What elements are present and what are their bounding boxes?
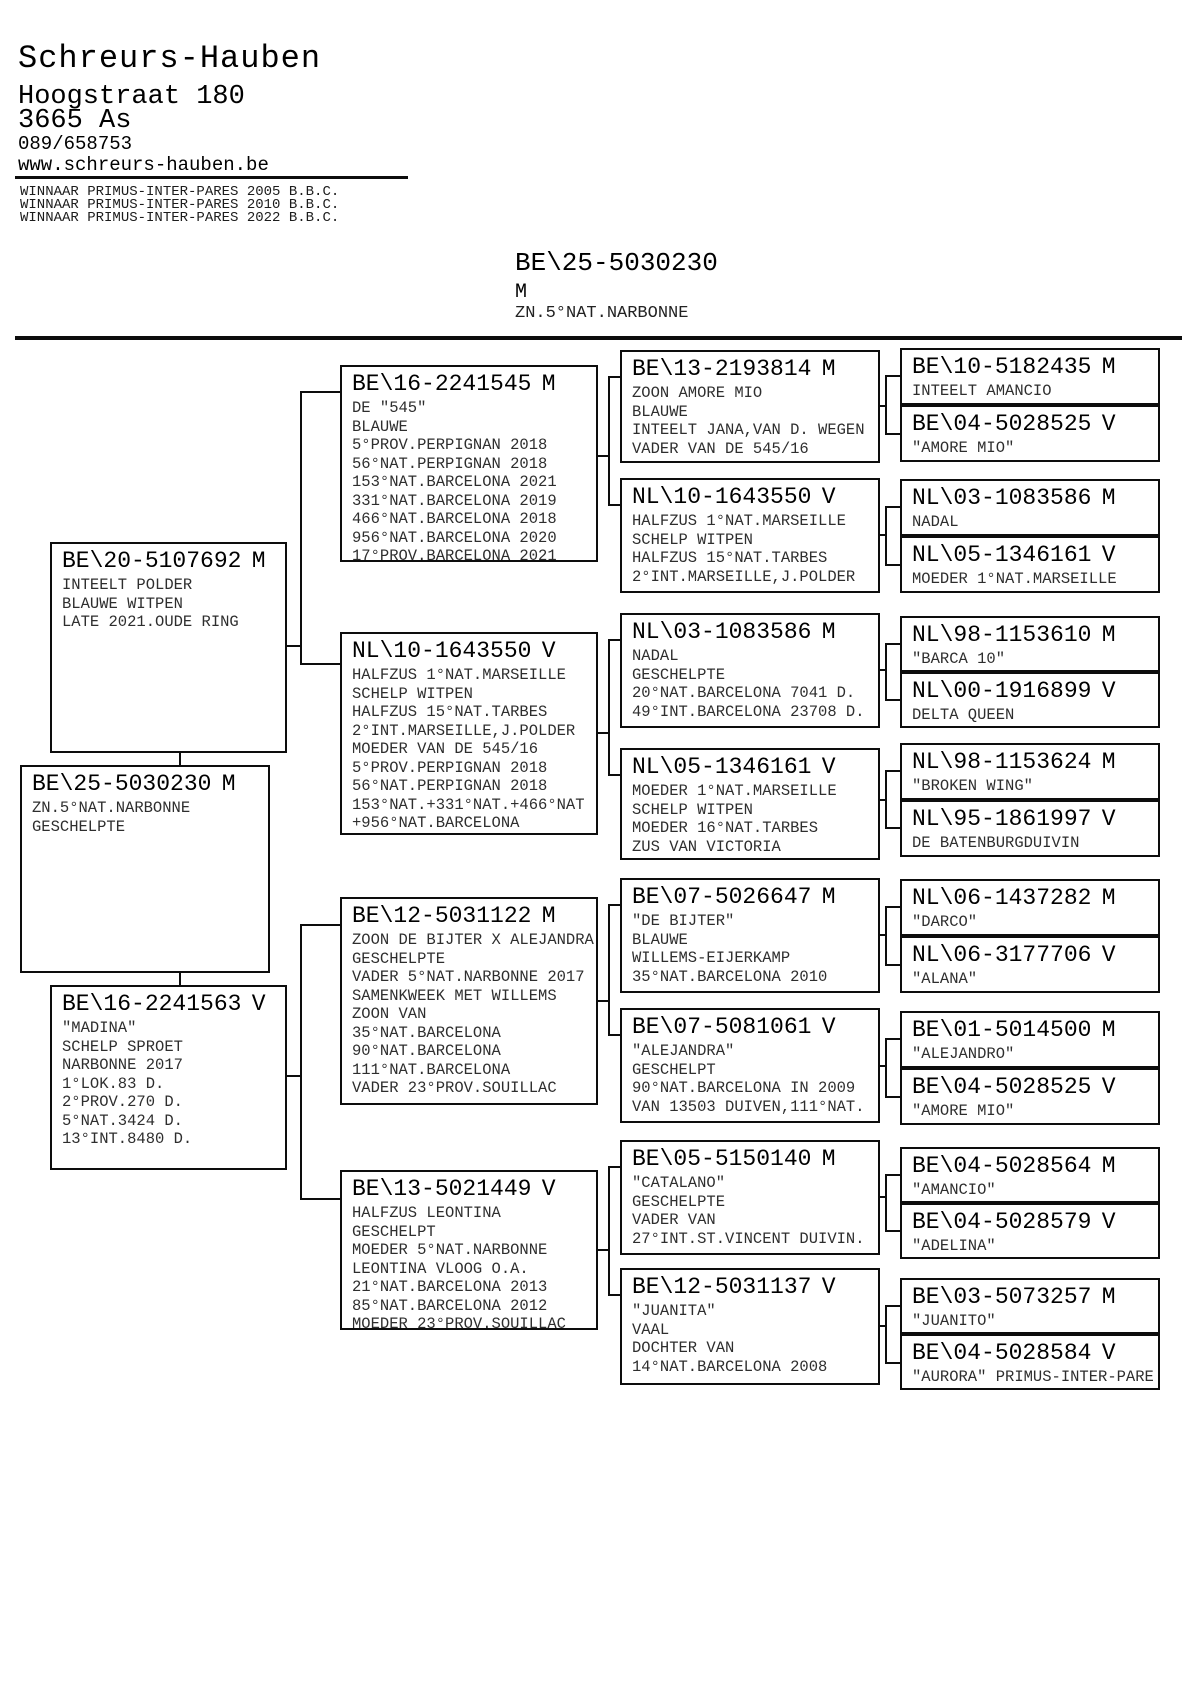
ring-number: BE\13-5021449 V (352, 1176, 556, 1202)
pedigree-box-gen3-5 (620, 878, 880, 993)
ring-number: BE\01-5014500 M (912, 1017, 1116, 1043)
pedigree-detail-line: ZOON DE BIJTER X ALEJANDRA (352, 931, 594, 949)
pedigree-detail-line: 331°NAT.BARCELONA 2019 (352, 491, 557, 510)
connector-line (608, 1166, 610, 1296)
connector-line (885, 1230, 902, 1232)
sex-code: V (541, 1176, 556, 1202)
pedigree-detail-line: "DE BIJTER" (632, 912, 735, 930)
pedigree-detail-line: 85°NAT.BARCELONA 2012 (352, 1296, 548, 1315)
pedigree-detail-line: DE BATENBURGDUIVIN (912, 834, 1080, 852)
connector-line (885, 1174, 902, 1176)
subject-sex: M (515, 281, 528, 304)
connector-line (885, 699, 902, 701)
pedigree-detail-line: 90°NAT.BARCELONA (352, 1042, 501, 1060)
connector-line (885, 827, 902, 829)
connector-line (885, 1305, 887, 1364)
breeder-name: Schreurs-Hauben (18, 40, 322, 77)
ring-number: NL\05-1346161 V (912, 542, 1116, 568)
pedigree-box-gen2-3 (340, 897, 598, 1105)
pedigree-detail-line: 2°INT.MARSEILLE,J.POLDER (632, 567, 856, 586)
pedigree-detail-line: BLAUWE (632, 930, 688, 949)
achievement-line-1: WINNAAR PRIMUS-INTER-PARES 2005 B.B.C. (20, 184, 340, 200)
pedigree-detail-line: DOCHTER VAN (632, 1339, 735, 1357)
connector-line (885, 433, 902, 435)
pedigree-detail-line: 13°INT.8480 D. (62, 1130, 193, 1148)
connector-line (885, 770, 887, 829)
pedigree-detail-line: GESCHELPTE (632, 1192, 726, 1211)
pedigree-box-gen4-9 (900, 879, 1160, 936)
pedigree-box-gen3-4 (620, 748, 880, 860)
pedigree-detail-line: SCHELP SPROET (62, 1037, 183, 1056)
pedigree-box-gen3-2 (620, 478, 880, 593)
ring-number: NL\98-1153610 M (912, 622, 1116, 648)
ring-number: BE\12-5031122 M (352, 903, 556, 929)
ring-number: BE\07-5026647 M (632, 884, 836, 910)
pedigree-detail-line: MOEDER 5°NAT.NARBONNE (352, 1241, 548, 1259)
pedigree-detail-line: +956°NAT.BARCELONA (352, 814, 520, 832)
sex-code: V (1101, 678, 1116, 704)
pedigree-detail-line: 5°NAT.3424 D. (62, 1111, 183, 1130)
pedigree-detail-line: VADER 5°NAT.NARBONNE 2017 (352, 968, 585, 986)
sex-code: M (821, 1146, 836, 1172)
connector-line (300, 663, 342, 665)
pedigree-box-gen4-5 (900, 616, 1160, 672)
connector-line (885, 1174, 887, 1232)
pedigree-box-gen4-1 (900, 348, 1160, 405)
pedigree-detail-line: 56°NAT.PERPIGNAN 2018 (352, 777, 548, 795)
sex-code: M (1101, 1017, 1116, 1043)
pedigree-box-father (50, 542, 287, 753)
pedigree-detail-line: MOEDER 23°PROV.SOUILLAC (352, 1315, 566, 1330)
pedigree-detail-line: 35°NAT.BARCELONA (352, 1023, 501, 1042)
pedigree-detail-line: GESCHELPT (632, 1060, 716, 1079)
sex-code: M (1101, 485, 1116, 511)
sex-code: M (821, 356, 836, 382)
pedigree-detail-line: DE "545" (352, 399, 427, 417)
ring-number: BE\16-2241563 V (62, 991, 266, 1017)
pedigree-box-gen2-1 (340, 365, 598, 562)
sex-code: M (1101, 1284, 1116, 1310)
pedigree-detail-line: SCHELP WITPEN (632, 530, 753, 549)
pedigree-detail-line: VAN 13503 DUIVEN,111°NAT. (632, 1097, 865, 1116)
sex-code: M (1101, 622, 1116, 648)
pedigree-detail-line: GESCHELPTE (352, 949, 446, 968)
ring-number: BE\13-2193814 M (632, 356, 836, 382)
ring-number: NL\95-1861997 V (912, 806, 1116, 832)
pedigree-detail-line: HALFZUS LEONTINA (352, 1204, 501, 1222)
ring-number: BE\10-5182435 M (912, 354, 1116, 380)
sex-code: V (821, 754, 836, 780)
pedigree-detail-line: ZN.5°NAT.NARBONNE (32, 799, 191, 817)
pedigree-detail-line: 90°NAT.BARCELONA IN 2009 (632, 1079, 856, 1097)
pedigree-detail-line: SCHELP WITPEN (352, 684, 473, 703)
connector-line (885, 1038, 902, 1040)
ring-number: NL\98-1153624 M (912, 749, 1116, 775)
pedigree-detail-line: SAMENKWEEK MET WILLEMS (352, 986, 557, 1005)
pedigree-box-gen2-2 (340, 632, 598, 835)
pedigree-detail-line: 2°PROV.270 D. (62, 1093, 183, 1111)
connector-line (885, 375, 887, 435)
pedigree-detail-line: INTEELT POLDER (62, 576, 193, 594)
pedigree-detail-line: "BARCA 10" (912, 650, 1006, 668)
sex-code: M (541, 903, 556, 929)
pedigree-detail-line: 21°NAT.BARCELONA 2013 (352, 1278, 548, 1296)
pedigree-detail-line: BLAUWE WITPEN (62, 594, 183, 613)
connector-line (179, 971, 181, 986)
pedigree-detail-line: 956°NAT.BARCELONA 2020 (352, 528, 557, 547)
pedigree-detail-line: 49°INT.BARCELONA 23708 D. (632, 702, 865, 721)
pedigree-detail-line: MOEDER 1°NAT.MARSEILLE (632, 782, 837, 800)
connector-line (885, 643, 902, 645)
ring-number: NL\03-1083586 M (912, 485, 1116, 511)
connector-line (300, 924, 302, 1200)
top-divider (15, 336, 1182, 340)
breeder-address-line2: 3665 As (18, 106, 132, 136)
sex-code: V (821, 1274, 836, 1300)
pedigree-box-gen4-16 (900, 1334, 1160, 1390)
ring-number: NL\06-1437282 M (912, 885, 1116, 911)
ring-number: NL\05-1346161 V (632, 754, 836, 780)
pedigree-detail-line: BLAUWE (632, 402, 688, 421)
pedigree-detail-line: "JUANITA" (632, 1302, 716, 1320)
pedigree-detail-line: WILLEMS-EIJERKAMP (632, 949, 791, 967)
sex-code: V (541, 638, 556, 664)
sex-code: V (251, 991, 266, 1017)
ring-number: BE\04-5028579 V (912, 1209, 1116, 1235)
connector-line (885, 375, 902, 377)
pedigree-detail-line: "JUANITO" (912, 1312, 996, 1330)
pedigree-box-gen3-3 (620, 613, 880, 728)
sex-code: V (821, 1014, 836, 1040)
pedigree-box-gen4-2 (900, 405, 1160, 462)
pedigree-box-gen4-15 (900, 1278, 1160, 1334)
sex-code: V (1101, 542, 1116, 568)
connector-line (885, 906, 887, 966)
connector-line (300, 391, 302, 665)
sex-code: V (1101, 1074, 1116, 1100)
connector-line (300, 391, 342, 393)
pedigree-detail-line: ZOON AMORE MIO (632, 384, 763, 402)
connector-line (608, 639, 610, 776)
pedigree-detail-line: VADER 23°PROV.SOUILLAC (352, 1079, 557, 1097)
pedigree-detail-line: LEONTINA VLOOG O.A. (352, 1259, 529, 1278)
connector-line (608, 376, 622, 378)
connector-line (300, 1198, 342, 1200)
pedigree-detail-line: INTEELT JANA,VAN D. WEGEN (632, 421, 865, 439)
ring-number: BE\25-5030230 M (32, 771, 236, 797)
pedigree-detail-line: VADER VAN DE 545/16 (632, 439, 809, 458)
ring-number: BE\04-5028525 V (912, 1074, 1116, 1100)
pedigree-box-gen4-10 (900, 936, 1160, 993)
connector-line (608, 504, 622, 506)
pedigree-detail-line: MOEDER 1°NAT.MARSEILLE (912, 570, 1117, 588)
pedigree-detail-line: "AMORE MIO" (912, 439, 1015, 457)
pedigree-detail-line: NADAL (632, 647, 679, 665)
pedigree-detail-line: SCHELP WITPEN (632, 800, 753, 819)
pedigree-box-gen3-6 (620, 1008, 880, 1123)
pedigree-box-gen3-8 (620, 1268, 880, 1385)
connector-line (608, 904, 610, 1036)
connector-line (608, 1034, 622, 1036)
pedigree-detail-line: VADER VAN (632, 1211, 716, 1229)
pedigree-detail-line: "AMORE MIO" (912, 1102, 1015, 1120)
pedigree-box-gen4-11 (900, 1011, 1160, 1068)
connector-line (608, 376, 610, 506)
pedigree-detail-line: NARBONNE 2017 (62, 1056, 183, 1074)
breeder-phone: 089/658753 (18, 133, 133, 155)
pedigree-box-gen2-4 (340, 1170, 598, 1330)
sex-code: M (541, 371, 556, 397)
pedigree-detail-line: 1°LOK.83 D. (62, 1074, 165, 1093)
ring-number: NL\06-3177706 V (912, 942, 1116, 968)
ring-number: NL\10-1643550 V (632, 484, 836, 510)
pedigree-box-gen4-7 (900, 743, 1160, 800)
sex-code: V (1101, 1340, 1116, 1366)
pedigree-detail-line: "AMANCIO" (912, 1181, 996, 1199)
pedigree-detail-line: HALFZUS 15°NAT.TARBES (632, 549, 828, 567)
connector-line (179, 753, 181, 766)
website-underline (15, 176, 408, 179)
pedigree-detail-line: MOEDER VAN DE 545/16 (352, 740, 539, 758)
pedigree-detail-line: VAAL (632, 1320, 670, 1339)
connector-line (885, 506, 887, 566)
pedigree-detail-line: 5°PROV.PERPIGNAN 2018 (352, 758, 548, 777)
pedigree-detail-line: "ALANA" (912, 970, 978, 988)
pedigree-detail-line: 17°PROV.BARCELONA 2021 (352, 547, 557, 562)
sex-code: V (1101, 806, 1116, 832)
ring-number: NL\10-1643550 V (352, 638, 556, 664)
connector-line (885, 506, 902, 508)
sex-code: M (1101, 885, 1116, 911)
pedigree-box-subject (20, 765, 270, 973)
ring-number: BE\04-5028525 V (912, 411, 1116, 437)
ring-number: BE\03-5073257 M (912, 1284, 1116, 1310)
ring-number: BE\16-2241545 M (352, 371, 556, 397)
pedigree-detail-line: HALFZUS 1°NAT.MARSEILLE (632, 512, 846, 530)
sex-code: V (1101, 411, 1116, 437)
pedigree-detail-line: "AURORA" PRIMUS-INTER-PARE (912, 1368, 1154, 1386)
pedigree-detail-line: 27°INT.ST.VINCENT DUIVIN. (632, 1229, 865, 1248)
pedigree-detail-line: GESCHELPTE (632, 665, 726, 684)
subject-ring: BE\25-5030230 (515, 248, 718, 278)
sex-code: M (221, 771, 236, 797)
connector-line (885, 770, 902, 772)
connector-line (885, 1096, 902, 1098)
pedigree-box-mother (50, 985, 287, 1170)
pedigree-detail-line: 35°NAT.BARCELONA 2010 (632, 967, 828, 986)
connector-line (608, 904, 622, 906)
connector-line (885, 1038, 887, 1098)
connector-line (885, 564, 902, 566)
pedigree-box-gen4-3 (900, 479, 1160, 536)
pedigree-detail-line: 56°NAT.PERPIGNAN 2018 (352, 454, 548, 473)
sex-code: M (1101, 749, 1116, 775)
pedigree-detail-line: 111°NAT.BARCELONA (352, 1060, 511, 1079)
pedigree-detail-line: INTEELT AMANCIO (912, 382, 1052, 400)
connector-line (608, 774, 622, 776)
connector-line (885, 643, 887, 701)
breeder-website: www.schreurs-hauben.be (18, 154, 269, 176)
pedigree-detail-line: HALFZUS 1°NAT.MARSEILLE (352, 666, 566, 684)
pedigree-detail-line: "ALEJANDRA" (632, 1042, 735, 1060)
sex-code: V (1101, 942, 1116, 968)
pedigree-box-gen4-13 (900, 1147, 1160, 1203)
ring-number: NL\03-1083586 M (632, 619, 836, 645)
sex-code: M (251, 548, 266, 574)
pedigree-detail-line: 153°NAT.+331°NAT.+466°NAT (352, 795, 585, 814)
connector-line (608, 1166, 622, 1168)
sex-code: M (1101, 354, 1116, 380)
connector-line (885, 964, 902, 966)
pedigree-box-gen4-4 (900, 536, 1160, 593)
pedigree-detail-line: GESCHELPT (352, 1222, 436, 1241)
pedigree-box-gen3-1 (620, 350, 880, 463)
pedigree-detail-line: "CATALANO" (632, 1174, 726, 1192)
ring-number: BE\05-5150140 M (632, 1146, 836, 1172)
subject-note: ZN.5°NAT.NARBONNE (515, 304, 689, 323)
ring-number: BE\04-5028564 M (912, 1153, 1116, 1179)
connector-line (885, 906, 902, 908)
connector-line (300, 924, 342, 926)
pedigree-detail-line: DELTA QUEEN (912, 706, 1015, 724)
pedigree-detail-line: 5°PROV.PERPIGNAN 2018 (352, 436, 548, 454)
achievement-line-2: WINNAAR PRIMUS-INTER-PARES 2010 B.B.C. (20, 197, 340, 213)
sex-code: M (821, 619, 836, 645)
pedigree-detail-line: ZOON VAN (352, 1005, 427, 1023)
connector-line (885, 1305, 902, 1307)
sex-code: M (1101, 1153, 1116, 1179)
pedigree-detail-line: 20°NAT.BARCELONA 7041 D. (632, 684, 856, 702)
sex-code: M (821, 884, 836, 910)
pedigree-detail-line: MOEDER 16°NAT.TARBES (632, 819, 819, 837)
connector-line (608, 1294, 622, 1296)
connector-line (885, 1362, 902, 1364)
pedigree-detail-line: 14°NAT.BARCELONA 2008 (632, 1357, 828, 1376)
pedigree-box-gen4-8 (900, 800, 1160, 857)
pedigree-detail-line: "DARCO" (912, 913, 978, 931)
pedigree-detail-line: 466°NAT.BARCELONA 2018 (352, 510, 557, 528)
pedigree-detail-line: BLAUWE (352, 417, 408, 436)
ring-number: BE\07-5081061 V (632, 1014, 836, 1040)
pedigree-detail-line: "ADELINA" (912, 1237, 996, 1255)
ring-number: BE\20-5107692 M (62, 548, 266, 574)
pedigree-detail-line: NADAL (912, 513, 959, 531)
pedigree-detail-line: HALFZUS 15°NAT.TARBES (352, 703, 548, 721)
pedigree-detail-line: 2°INT.MARSEILLE,J.POLDER (352, 721, 576, 740)
pedigree-detail-line: "ALEJANDRO" (912, 1045, 1015, 1063)
sex-code: V (1101, 1209, 1116, 1235)
pedigree-box-gen4-12 (900, 1068, 1160, 1125)
pedigree-detail-line: "BROKEN WING" (912, 777, 1033, 795)
pedigree-detail-line: GESCHELPTE (32, 817, 126, 836)
achievement-line-3: WINNAAR PRIMUS-INTER-PARES 2022 B.B.C. (20, 210, 340, 226)
ring-number: BE\04-5028584 V (912, 1340, 1116, 1366)
breeder-address-line1: Hoogstraat 180 (18, 82, 245, 112)
ring-number: BE\12-5031137 V (632, 1274, 836, 1300)
pedigree-box-gen3-7 (620, 1140, 880, 1255)
pedigree-detail-line: 153°NAT.BARCELONA 2021 (352, 473, 557, 491)
pedigree-detail-line: ZUS VAN VICTORIA (632, 837, 781, 856)
pedigree-box-gen4-14 (900, 1203, 1160, 1259)
connector-line (608, 639, 622, 641)
pedigree-detail-line: "MADINA" (62, 1019, 137, 1037)
sex-code: V (821, 484, 836, 510)
pedigree-detail-line: LATE 2021.OUDE RING (62, 613, 239, 631)
pedigree-box-gen4-6 (900, 672, 1160, 728)
ring-number: NL\00-1916899 V (912, 678, 1116, 704)
